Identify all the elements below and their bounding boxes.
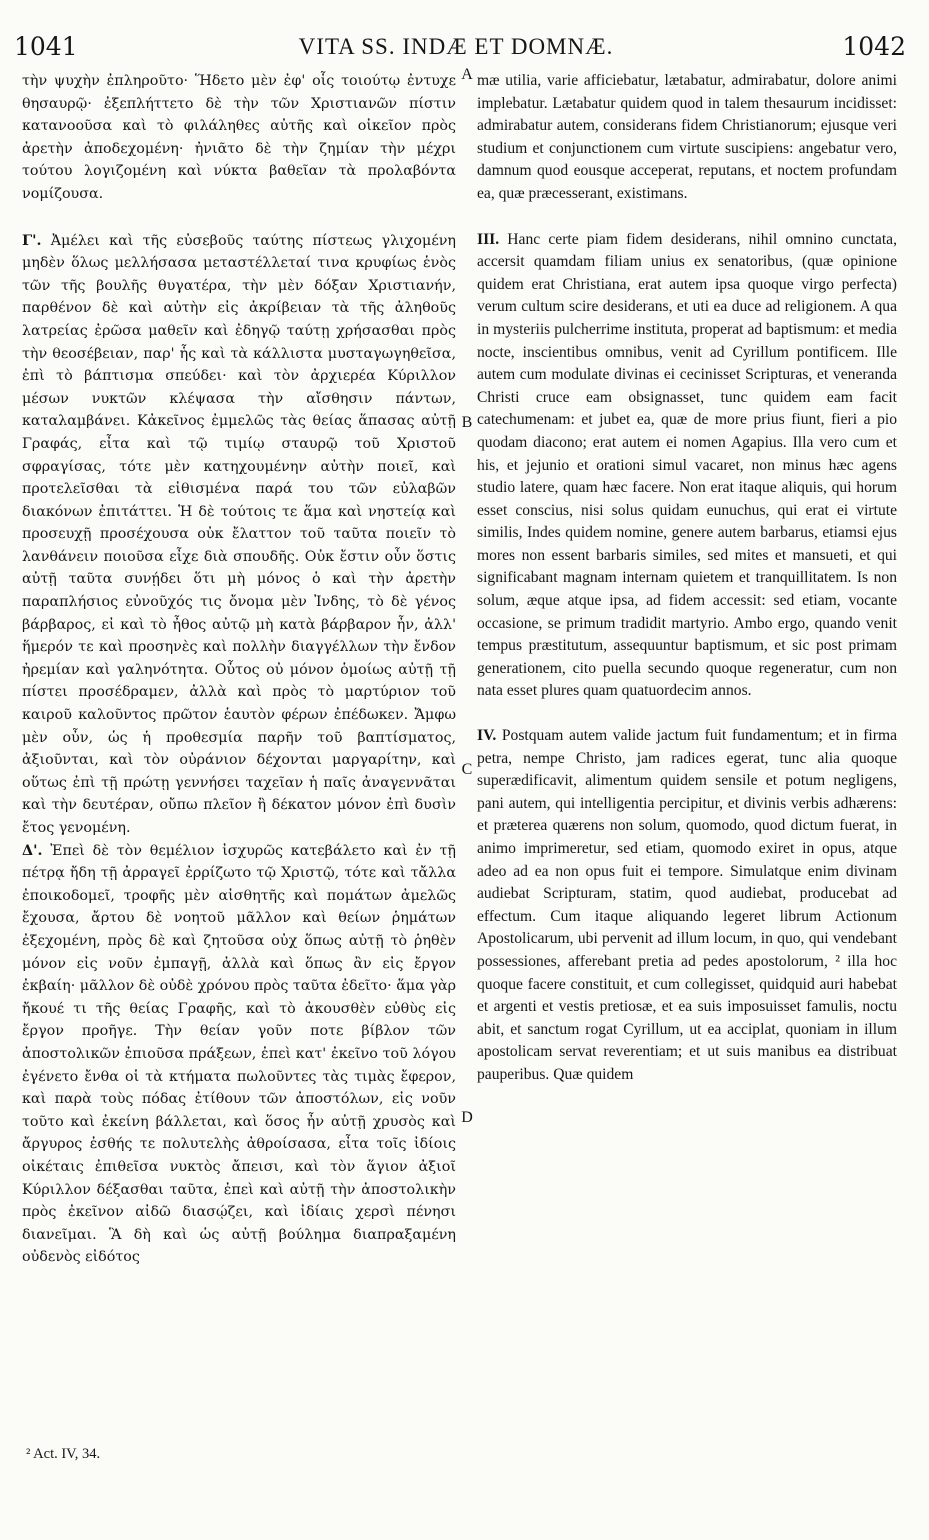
greek-paragraph: Γ'. Ἀμέλει καὶ τῆς εὐσεβοῦς ταύτης πίστεως γλιχομένη μηδὲν ὅλως μελλήσασα μεταστέλλεταί τινα κρυφίως ἑνὸς τῶν τῆς βουλῆς θυγατέρα, τὴν μὲν δόξαν Χριστιανήν, παρθένον δὲ καὶ αὐτὴν εἰς ἀκρίβειαν τὰ τῆς ἀληθοῦς λατρείας ἐρῶσα μαθεῖν καὶ ἐδηγῷ ταύτῃ χρήσασθαι πρὸς τὴν θεοσέβειαν, παρ' ἧς καὶ τὰ κάλλιστα μυσταγωγηθεῖσα, ἐπὶ τὸ βάπτισμα σπεύδει· καὶ τὸν ἀρχιερέα Κύριλλον μέσων νυκτῶν κλέψασα τὴν αἴσθησιν πάντων, καταλαμβάνει. Κἀκεῖνος ἐμμελῶς τὰς θείας ἅπασας αὐτῇ Γραφάς, εἶτα καὶ τῷ τιμίῳ σταυρῷ τοῦ Χριστοῦ σφραγίσας, τότε μὲν κατηχουμένην αὐτὴν ποιεῖ, καὶ προτελεῖσθαι τὰ εἰθισμένα παρά του τῶν εὐλαβῶν διακόνων ἐπιτάττει. Ἡ δὲ τούτοις τε ἅμα καὶ νηστείᾳ καὶ προσευχῇ προσέχουσα οὐκ ἔλαττον τοῦ ταῦτα ποιεῖν τὸ λανθάνειν ποιοῦσα εἶχε διὰ σπουδῆς. Οὐκ ἔστιν οὖν ὅστις αὐτῇ ταῦτα συνῄδει ὅτι μὴ μόνος ὁ καὶ τὴν ἀρετὴν παραπλήσιος εὐνοῦχός τις ὄνομα μὲν Ἰνδης, τὸ δὲ γένος βάρβαρος, εἰ καὶ τὸ ἦθος αὐτῷ μὴ κατὰ βάρβαρον ἦν, ἀλλ' ἥμερόν τε καὶ προσηνὲς καὶ πολλὴν διαγγέλλων τὴν ἔνδον ἠρεμίαν καὶ γαληνότητα. Οὗτος οὐ μόνον ὁμοίως αὐτῇ τῇ πίστει προσέδραμεν, ἀλλὰ καὶ πρὸς τὸ μαρτύριον τοῦ καιροῦ καλοῦντος πρῶτον ἑαυτὸν φέρων ἐπέδωκεν. Ἄμφω μὲν οὖν, ὡς ἡ προθεσμία παρῆν τοῦ βαπτίσματος, ἀξιοῦνται, καὶ τὸν οὐράνιον δέχονται μαργαρίτην, καὶ οὕτως ἐπὶ τῇ πρώτῃ γεννήσει ταχεῖαν ἡ παῖς ἀναγεννᾶται καὶ τὴν δευτέραν, οὔπω πλεῖον ἢ δέκατον μόνον ἐπὶ δυσὶν ἔτος γενομένη.: [22, 232, 456, 836]
greek-column: [22, 70, 456, 1269]
greek-paragraph: Δ'. Ἐπεὶ δὲ τὸν θεμέλιον ἰσχυρῶς κατεβάλετο καὶ ἐν τῇ πέτρᾳ ἤδη τῇ ἀρραγεῖ ἐρρίζωτο τῷ Χριστῷ, τότε καὶ τἄλλα ἐποικοδομεῖ, τροφῆς μὲν αἰσθητῆς καὶ πομάτων ἀμελῶς ἔχουσα, ἄρτου δὲ νοητοῦ μᾶλλον καὶ θείων ῥημάτων ἐξεχομένη, πρὸς δὲ καὶ ζητοῦσα οὐχ ὅπως αὐτῇ τὸ ῥηθὲν μόνον εἰς νοῦν ἐμπαγῇ, ἀλλὰ καὶ ὅπως ἂν εἰς ἔργον ἐκβαίη· μᾶλλον δὲ οὐδὲ χρόνου πρὸς ταῦτα ἐδεῖτο· ἅμα γὰρ ἤκουέ τι τῆς θείας Γραφῆς, καὶ τὸ ἀκουσθὲν εὐθὺς εἰς ἔργον προῆγε. Τὴν θείαν γοῦν ποτε βίβλον τῶν ἀποστολικῶν ἐπιοῦσα πράξεων, ἐπεὶ κατ' ἐκεῖνο τοῦ λόγου ἐγένετο ἔνθα οἱ τὰ κτήματα πωλοῦντες τὰς τιμὰς ἔφερον, καὶ παρὰ τοὺς πόδας ἐτίθουν τῶν ἀποστόλων, εἰς νοῦν τοῦτο καὶ ἐκείνη βάλλεται, καὶ ὅσος ἦν αὐτῇ χρυσὸς καὶ ἄργυρος ἐσθής τε πολυτελὴς ἀθροίσασα, εἶτα τοῖς ἰδίοις οἰκέταις ἐπιθεῖσα νυκτὸς ἄπεισι, καὶ τὸν ἅγιον ἀξιοῖ Κύριλλον δέξασθαι ταῦτα, ἐπεὶ καὶ αὐτῇ τὴν ἀποστολικὴν πρὸς ἐκεῖνον αἰδῶ διασῴζει, καὶ ἰδίαις χερσὶ πένησι διανεῖμαι. Ἃ δὴ καὶ ὡς αὐτῇ βούλημα διαπραξαμένη οὐδενὸς εἰδότος: [22, 842, 456, 1266]
margin-letter-c: C: [461, 761, 473, 778]
page-header: [6, 30, 906, 66]
running-title: VITA SS. INDÆ ET DOMNÆ.: [298, 34, 614, 59]
footnote: ² Act. IV, 34.: [26, 1446, 101, 1462]
margin-letter-a: A: [461, 66, 473, 83]
section-number: III.: [477, 230, 500, 248]
section-number: Δ'.: [22, 842, 43, 859]
section-number: IV.: [477, 727, 497, 745]
page-number-left: 1041: [14, 32, 78, 61]
latin-paragraph: IV. Postquam autem valide jactum fuit fundamentum; et in firma petra, nempe Christo, jam radices egerat, tunc alia quoque superædificavit, alimentum quidem sensile et potum negligens, pani autem, qui intelligentia percipitur, et divinis verbis adhærens: et præterea quærens non solum, quomodo, quod dictum fuerat, in animo imprimeretur, sed etiam, quomodo exiret in opus, atque adeo ad ea non opus fuit ei tempore. Simulatque enim divinam audiebat Scripturam, statim, quod audiebat, producebat ad effectum. Cum itaque aliquando legeret librum Actionum Apostolicarum, ubi pervenit ad illum locum, in quo, qui vendebant possessiones, afferebant pretia ad pedes apostolorum, ² illa hoc quoque facere constituit, et cum collegisset, quidquid auri habebat et argenti et vestis pretiosæ, et ea suis imposuisset famulis, noctu abit, et sanctum rogat Cyrillum, ut ea acciplat, quoniam in illum apostolicam servat reverentiam; et ut suis manibus ea distribuat pauperibus. Quæ quidem: [477, 727, 897, 1083]
latin-paragraph: mæ utilia, varie afficiebatur, lætabatur, admirabatur, dolore animi implebatur. Lætabatur quidem quod in talem thesaurum incidisset: admirabatur autem, considerans fidem Christianorum; ejusque veri studium et conjunctionem cum virtute suscipiens: angebatur vero, damnum quod eousque acceperat, reputans, et noctem profundam ea, quæ præcesserant, existimans.: [477, 72, 897, 202]
page-number-right: 1042: [842, 32, 906, 61]
latin-paragraph: III. Hanc certe piam fidem desiderans, nihil omnino cunctata, accersit quamdam filiam unius ex senatoribus, (quæ opinione quidem erat Christiana, erat autem ipsa quoque virgo perfecta) verum cultum scire desiderans, et uti ea duce ad religionem. A qua in mysteriis pulcherrime instituta, properat ad baptismum: et media nocte, inscientibus omnibus, venit ad Cyrillum pontificem. Ille autem cum modulate divinas ei cecinisset Scripturas, et veneranda Christi cruce eam obsignasset, tunc quidem eam facit catechumenam: et jubet ea, quæ de more prius fiunt, fieri a pio quodam diacono; erat autem ei nomen Agapius. Illa vero cum et his, et jejunio et orationi simul vacaret, non minus hæc agens studio latere, quam hæc facere. Non erat itaque aliquis, qui horum esset conscius, nisi solus quidam eunuchus, qui erat ei virtute similis, Indes quidem nomine, genere autem barbarus, etiamsi ejus mores non essent barbaris similes, sed mites et mansueti, et qui significabant magnam internam quietem et tranquillitatem. Is non solum, æque atque ipsa, ad fidem accessit: sed etiam, vocante occasione, se primum tradidit martyrio. Ambo ergo, quando venit tempus præstitutum, assequuntur baptismum, et sic post primam generationem, cito puella secundo quoque regeneratur, cum non nata esset plures quam quatuordecim annos.: [477, 230, 897, 700]
greek-paragraph: τὴν ψυχὴν ἐπληροῦτο· Ἥδετο μὲν ἐφ' οἷς τοιούτῳ ἐντυχε θησαυρῷ· ἐξεπλήττετο δὲ τὴν τῶν Χριστιανῶν πίστιν κατανοοῦσα καὶ τὸ φιλάληθες αὐτῆς καὶ οἰκεῖον πρὸς ἀρετὴν ἀποδεχομένη· ἠνιᾶτο δὲ τὴν ζημίαν τὴν μέχρι τούτου λογιζομένη καὶ νύκτα βαθεῖαν τὰ προλαβόντα νομίζουσα.: [22, 73, 456, 202]
margin-letter-b: B: [461, 414, 473, 431]
latin-column: [477, 70, 897, 1087]
margin-letter-d: D: [461, 1109, 473, 1126]
section-number: Γ'.: [22, 232, 42, 249]
